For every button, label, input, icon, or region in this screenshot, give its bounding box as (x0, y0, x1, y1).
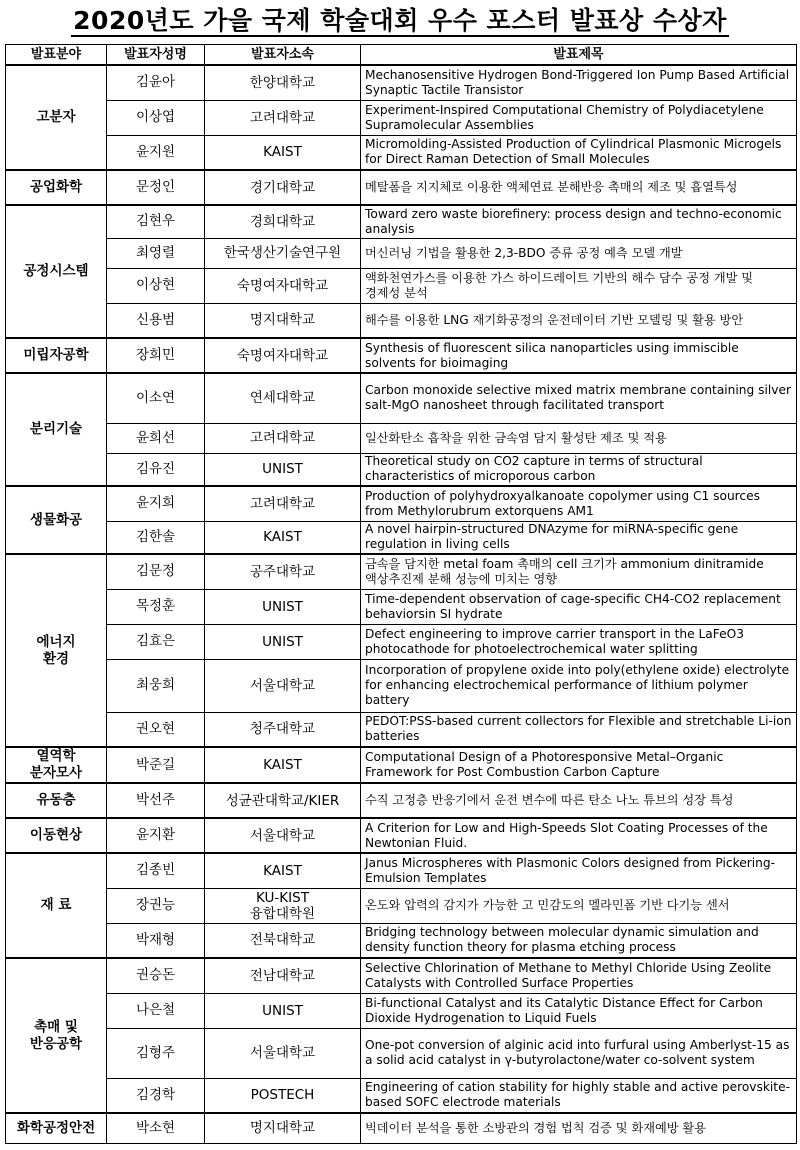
presenter-affiliation: 전남대학교 (205, 958, 361, 993)
presenter-affiliation: 경기대학교 (205, 170, 361, 205)
table-row (6, 783, 797, 818)
presenter-name: 김종빈 (107, 853, 205, 888)
table-row (6, 818, 797, 853)
header-affiliation: 발표자소속 (205, 45, 361, 66)
presentation-title: 온도와 압력의 감지가 가능한 고 민감도의 멜라민폼 기반 다기능 센서 (361, 888, 797, 923)
presentation-title: 메탈폼을 지지체로 이용한 액체연료 분해반응 촉매의 제조 및 흡열특성 (361, 170, 797, 205)
presenter-name: 김한솔 (107, 521, 205, 554)
presentation-title: Defect engineering to improve carrier transport in the LaFeO3 photocathode for photoelectrochemical water splitting (361, 624, 797, 659)
presentation-title: Mechanosensitive Hydrogen Bond-Triggered Ion Pump Based Artificial Synaptic Tactile Transistor (361, 65, 797, 100)
table-row (6, 1078, 797, 1113)
presenter-affiliation: UNIST (205, 624, 361, 659)
awards-table (5, 44, 797, 1144)
presentation-title: 수직 고정층 반응기에서 운전 변수에 따른 탄소 나노 튜브의 성장 특성 (361, 783, 797, 818)
presentation-title: Computational Design of a Photoresponsive Metal–Organic Framework for Post Combustion Carbon Capture (361, 747, 797, 783)
table-row (6, 923, 797, 958)
table-row (6, 65, 797, 100)
field-cell: 생물화공 (6, 486, 107, 554)
presenter-affiliation: 연세대학교 (205, 373, 361, 423)
presentation-title: Production of polyhydroxyalkanoate copolymer using C1 sources from Methylorubrum extorquens AM1 (361, 486, 797, 521)
table-row (6, 888, 797, 923)
presenter-name: 김효은 (107, 624, 205, 659)
field-cell: 이동현상 (6, 818, 107, 853)
presentation-title: One-pot conversion of alginic acid into furfural using Amberlyst-15 as a solid acid catalyst in γ-butyrolactone/water co-solvent system (361, 1028, 797, 1078)
presentation-title: Theoretical study on CO2 capture in terms of structural characteristics of microporous carbon (361, 453, 797, 486)
presenter-affiliation: UNIST (205, 993, 361, 1028)
presentation-title: Experiment-Inspired Computational Chemistry of Polydiacetylene Supramolecular Assemblies (361, 100, 797, 135)
field-cell: 재 료 (6, 853, 107, 958)
presenter-affiliation: KU-KIST 융합대학원 (205, 888, 361, 923)
presenter-name: 장희민 (107, 338, 205, 373)
presenter-name: 박재형 (107, 923, 205, 958)
table-row (6, 303, 797, 338)
presenter-name: 박소현 (107, 1113, 205, 1143)
presentation-title: Time-dependent observation of cage-specific CH4-CO2 replacement behaviorsin SI hydrate (361, 589, 797, 624)
table-header-row (6, 45, 797, 66)
field-cell: 에너지 환경 (6, 554, 107, 747)
presentation-title: A Criterion for Low and High-Speeds Slot Coating Processes of the Newtonian Fluid. (361, 818, 797, 853)
presenter-affiliation: KAIST (205, 135, 361, 170)
presenter-name: 최웅희 (107, 659, 205, 712)
presenter-affiliation: 경희대학교 (205, 205, 361, 238)
presenter-name: 목정훈 (107, 589, 205, 624)
presenter-affiliation: 공주대학교 (205, 554, 361, 589)
table-row (6, 659, 797, 712)
table-row (6, 373, 797, 423)
header-title: 발표제목 (361, 45, 797, 66)
presentation-title: 머신러닝 기법을 활용한 2,3-BDO 증류 공정 예측 모델 개발 (361, 238, 797, 268)
table-row (6, 205, 797, 238)
table-row (6, 453, 797, 486)
header-field: 발표분야 (6, 45, 107, 66)
presentation-title: Toward zero waste biorefinery: process design and techno-economic analysis (361, 205, 797, 238)
page-title: 2020년도 가을 국제 학술대회 우수 포스터 발표상 수상자 (73, 6, 727, 35)
presenter-affiliation: POSTECH (205, 1078, 361, 1113)
presenter-affiliation: 고려대학교 (205, 100, 361, 135)
presenter-affiliation: 명지대학교 (205, 1113, 361, 1143)
table-row (6, 712, 797, 747)
table-row (6, 993, 797, 1028)
field-cell: 고분자 (6, 65, 107, 170)
presenter-name: 권승돈 (107, 958, 205, 993)
presenter-affiliation: 숙명여자대학교 (205, 268, 361, 303)
table-row (6, 554, 797, 589)
presentation-title: 일산화탄소 흡착을 위한 금속염 담지 활성탄 제조 및 적용 (361, 423, 797, 453)
presenter-affiliation: 한국생산기술연구원 (205, 238, 361, 268)
table-row (6, 747, 797, 783)
presentation-title: Micromolding-Assisted Production of Cylindrical Plasmonic Microgels for Direct Raman Detection of Small Molecules (361, 135, 797, 170)
table-row (6, 1113, 797, 1143)
field-cell: 공업화학 (6, 170, 107, 205)
table-row (6, 338, 797, 373)
presentation-title: 액화천연가스를 이용한 가스 하이드레이트 기반의 해수 담수 공정 개발 및 경제성 분석 (361, 268, 797, 303)
table-row (6, 958, 797, 993)
table-row (6, 624, 797, 659)
presenter-affiliation: 서울대학교 (205, 1028, 361, 1078)
presenter-name: 김유진 (107, 453, 205, 486)
presenter-affiliation: UNIST (205, 589, 361, 624)
field-cell: 촉매 및 반응공학 (6, 958, 107, 1113)
table-row (6, 589, 797, 624)
presenter-name: 윤지희 (107, 486, 205, 521)
presenter-affiliation: 서울대학교 (205, 818, 361, 853)
presenter-name: 김윤아 (107, 65, 205, 100)
table-row (6, 486, 797, 521)
presenter-name: 윤희선 (107, 423, 205, 453)
field-cell: 미립자공학 (6, 338, 107, 373)
field-cell: 유동층 (6, 783, 107, 818)
presentation-title: Janus Microspheres with Plasmonic Colors designed from Pickering-Emulsion Templates (361, 853, 797, 888)
presenter-name: 이소연 (107, 373, 205, 423)
presenter-name: 김형주 (107, 1028, 205, 1078)
presentation-title: Bi-functional Catalyst and its Catalytic Distance Effect for Carbon Dioxide Hydrogenation to Liquid Fuels (361, 993, 797, 1028)
presenter-affiliation: 고려대학교 (205, 423, 361, 453)
presentation-title: Synthesis of fluorescent silica nanoparticles using immiscible solvents for bioimaging (361, 338, 797, 373)
presentation-title: Selective Chlorination of Methane to Methyl Chloride Using Zeolite Catalysts with Controlled Surface Properties (361, 958, 797, 993)
table-row (6, 268, 797, 303)
presenter-affiliation: 명지대학교 (205, 303, 361, 338)
presenter-affiliation: KAIST (205, 521, 361, 554)
presenter-affiliation: 성균관대학교/KIER (205, 783, 361, 818)
presenter-affiliation: KAIST (205, 747, 361, 783)
presenter-name: 박준길 (107, 747, 205, 783)
table-row (6, 853, 797, 888)
presenter-name: 김경학 (107, 1078, 205, 1113)
presenter-name: 이상엽 (107, 100, 205, 135)
table-row (6, 423, 797, 453)
field-cell: 화학공정안전 (6, 1113, 107, 1143)
presenter-name: 박선주 (107, 783, 205, 818)
presenter-name: 김문정 (107, 554, 205, 589)
presenter-affiliation: KAIST (205, 853, 361, 888)
presenter-name: 김현우 (107, 205, 205, 238)
presentation-title: Incorporation of propylene oxide into poly(ethylene oxide) electrolyte for enhancing electrochemical performance of lithium polymer battery (361, 659, 797, 712)
presenter-affiliation: UNIST (205, 453, 361, 486)
table-row (6, 170, 797, 205)
presenter-name: 윤지원 (107, 135, 205, 170)
presentation-title: Engineering of cation stability for highly stable and active perovskite-based SOFC electrode materials (361, 1078, 797, 1113)
presentation-title: 빅데이터 분석을 통한 소방관의 경험 법칙 검증 및 화재예방 활용 (361, 1113, 797, 1143)
field-cell: 열역학 분자모사 (6, 747, 107, 783)
presenter-name: 장권능 (107, 888, 205, 923)
presenter-affiliation: 서울대학교 (205, 659, 361, 712)
table-row (6, 238, 797, 268)
presentation-title: 금속을 담지한 metal foam 촉매의 cell 크기가 ammonium dinitramide 액상추진제 분해 성능에 미치는 영향 (361, 554, 797, 589)
presentation-title: A novel hairpin-structured DNAzyme for miRNA-specific gene regulation in living cells (361, 521, 797, 554)
table-row (6, 100, 797, 135)
presentation-title: Bridging technology between molecular dynamic simulation and density function theory for plasma etching process (361, 923, 797, 958)
presenter-affiliation: 고려대학교 (205, 486, 361, 521)
presenter-name: 권오현 (107, 712, 205, 747)
presenter-name: 나은철 (107, 993, 205, 1028)
field-cell: 공정시스템 (6, 205, 107, 338)
presentation-title: 해수를 이용한 LNG 재기화공정의 운전데이터 기반 모델링 및 활용 방안 (361, 303, 797, 338)
table-row (6, 135, 797, 170)
presenter-name: 신용범 (107, 303, 205, 338)
presentation-title: Carbon monoxide selective mixed matrix membrane containing silver salt-MgO nanosheet through facilitated transport (361, 373, 797, 423)
presenter-name: 문정인 (107, 170, 205, 205)
field-cell: 분리기술 (6, 373, 107, 486)
presenter-name: 최영렬 (107, 238, 205, 268)
presenter-affiliation: 청주대학교 (205, 712, 361, 747)
header-name: 발표자성명 (107, 45, 205, 66)
presentation-title: PEDOT:PSS-based current collectors for Flexible and stretchable Li-ion batteries (361, 712, 797, 747)
presenter-affiliation: 숙명여자대학교 (205, 338, 361, 373)
presenter-name: 윤지환 (107, 818, 205, 853)
presenter-name: 이상현 (107, 268, 205, 303)
presenter-affiliation: 한양대학교 (205, 65, 361, 100)
presenter-affiliation: 전북대학교 (205, 923, 361, 958)
table-row (6, 1028, 797, 1078)
table-row (6, 521, 797, 554)
